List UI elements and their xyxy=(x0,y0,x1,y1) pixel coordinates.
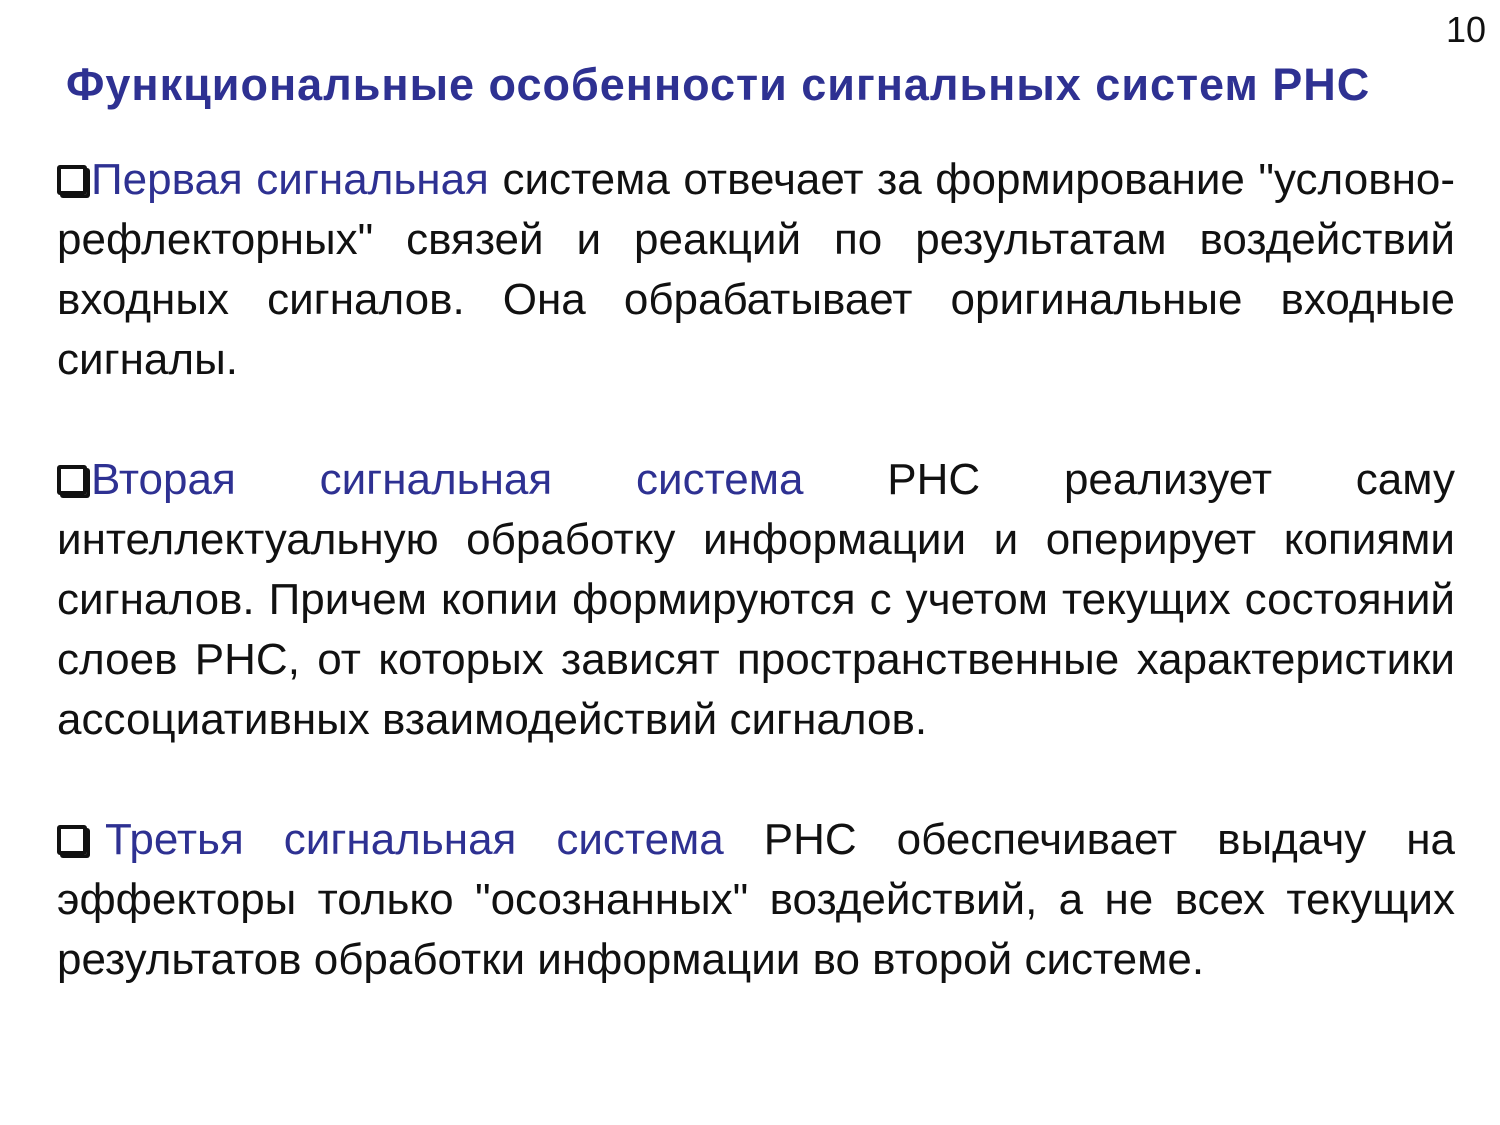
slide-title: Функциональные особенности сигнальных систем РНС xyxy=(66,59,1371,110)
highlight-term: Первая сигнальная xyxy=(91,155,489,204)
hollow-square-bullet-icon xyxy=(57,165,87,195)
paragraph-third-signal-system xyxy=(57,810,1455,990)
paragraph-text: система отвечает за формирование "условно-рефлекторных" связей и реакций по результатам воздействий входных сигналов. Она обрабатывает оригинальные входные сигналы. xyxy=(57,155,1455,384)
paragraph-text: РНС обеспечивает выдачу на эффекторы только "осознанных" воздействий, а не всех текущих результатов обработки информации во второй системе. xyxy=(57,815,1455,984)
hollow-square-bullet-icon xyxy=(57,825,87,855)
paragraph-first-signal-system xyxy=(57,150,1455,390)
hollow-square-bullet-icon xyxy=(57,465,87,495)
slide-body xyxy=(57,150,1455,990)
highlight-term: Третья сигнальная система xyxy=(105,815,724,864)
paragraph-text: РНС реализует саму интеллектуальную обработку информации и оперирует копиями сигналов. Причем копии формируются с учетом текущих состояний слоев РНС, от которых зависят пространственные характеристики ассоциативных взаимодействий сигналов. xyxy=(57,455,1455,744)
page-number: 10 xyxy=(1445,9,1486,50)
paragraph-second-signal-system xyxy=(57,450,1455,750)
highlight-term: Вторая сигнальная система xyxy=(91,455,804,504)
